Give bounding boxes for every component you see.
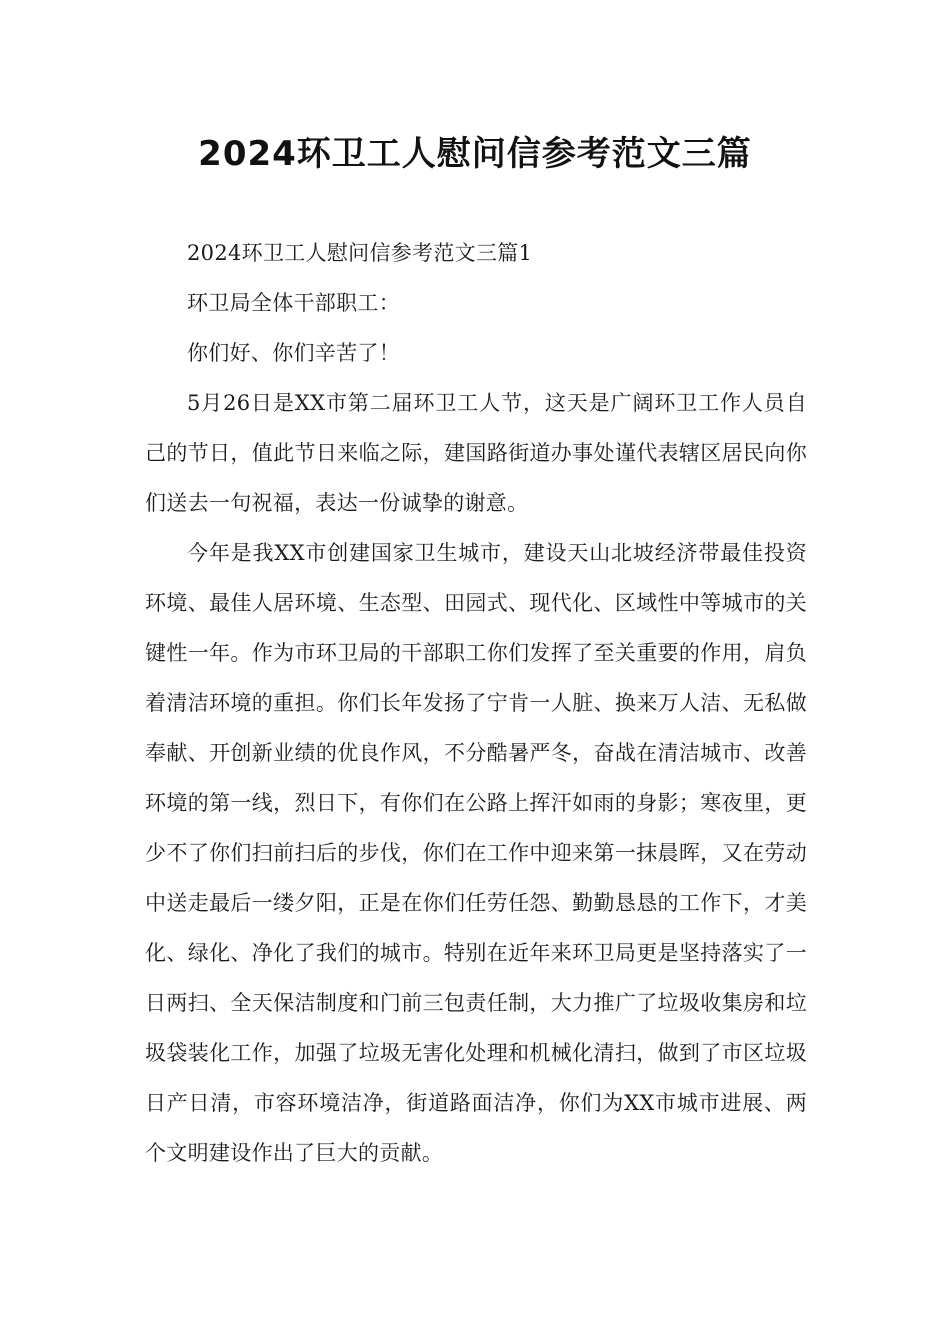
body-paragraph: 5月26日是XX市第二届环卫工人节，这天是广阔环卫工作人员自己的节日，值此节日来临之际，建国路街道办事处谨代表辖区居民向你们送去一句祝福，表达一份诚挚的谢意。 (145, 391, 807, 515)
document-title: 2024环卫工人慰问信参考范文三篇 (198, 134, 752, 174)
body-paragraph: 今年是我XX市创建国家卫生城市，建设天山北坡经济带最佳投资环境、最佳人居环境、生态型、田园式、现代化、区域性中等城市的关键性一年。作为市环卫局的干部职工你们发挥了至关重要的作用，肩负着清洁环境的重担。你们长年发扬了宁肯一人脏、换来万人洁、无私做奉献、开创新业绩的优良作风，不分酷暑严冬，奋战在清洁城市、改善环境的第一线，烈日下，有你们在公路上挥汗如雨的身影；寒夜里，更少不了你们扫前扫后的步伐，你们在工作中迎来第一抹晨晖，又在劳动中送走最后一缕夕阳，正是在你们任劳任怨、勤勤恳恳的工作下，才美化、绿化、净化了我们的城市。特别在近年来环卫局更是坚持落实了一日两扫、全天保洁制度和门前三包责任制，大力推广了垃圾收集房和垃圾袋装化工作，加强了垃圾无害化处理和机械化清扫，做到了市区垃圾日产日清，市容环境洁净，街道路面洁净，你们为XX市城市进展、两个文明建设作出了巨大的贡献。 (145, 541, 807, 1165)
document-body (145, 228, 807, 1178)
salutation: 环卫局全体干部职工： (187, 291, 400, 315)
greeting: 你们好、你们辛苦了！ (187, 341, 400, 365)
section-heading: 2024环卫工人慰问信参考范文三篇1 (187, 241, 533, 265)
